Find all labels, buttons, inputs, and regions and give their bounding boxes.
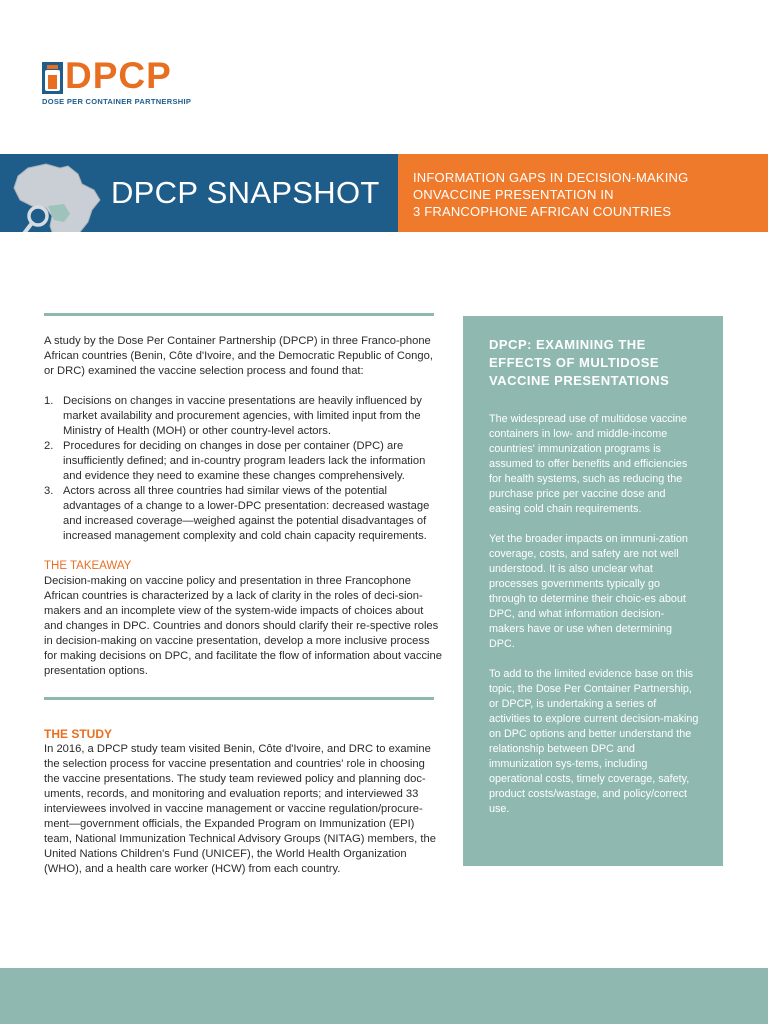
divider-rule (44, 313, 434, 316)
sidebar-paragraph: To add to the limited evidence base on this topic, the Dose Per Container Partnership, or DPCP, is undertaking a series of activities to explore current decision-making on DPC options and better understand the relationship between DPC and immunization sys-tems, including operational costs, timely coverage, safety, product costs/wastage, and policy/correct use. (489, 668, 699, 815)
divider-rule (44, 697, 434, 700)
intro-paragraph: A study by the Dose Per Container Partnership (DPCP) in three Franco-phone African countries (Benin, Côte d'Ivoire, and the Democratic Republic of Congo, or DRC) examined the vaccine selection process and found that: (44, 335, 433, 377)
sidebar-body (489, 412, 699, 832)
vaccine-vial-icon (42, 62, 63, 94)
banner-subtitle-panel (398, 154, 768, 232)
sidebar-paragraph: The widespread use of multidose vaccine containers in low- and middle-income countries' immunization programs is assumed to offer benefits and efficiencies for health systems, such as reducing the purchase price per vaccine dose and easing cold chain requirements. (489, 413, 688, 515)
sidebar-box (463, 316, 723, 866)
list-item: 2. Procedures for deciding on changes in dose per container (DPC) are insufficiently defined; and in-country program leaders lack the information and evidence they need to examine these changes comprehensively. (44, 440, 426, 482)
study-section (44, 727, 442, 877)
study-heading: THE STUDY (44, 727, 113, 741)
list-item: 3. Actors across all three countries had similar views of the potential advantages of a change to a lower-DPC presentation: decreased wastage and increased coverage—weighed against the potential disadvantages of increased management complexity and cold chain capacity requirements. (44, 485, 430, 542)
banner-title-panel (0, 154, 398, 232)
takeaway-paragraph: Decision-making on vaccine policy and presentation in three Francophone African countries is characterized by a lack of clarity in the roles of deci-sion-makers and an incomplete view of the system-wide impacts of choices about and changes in DPC. Countries and donors should clarify their re-spective roles in decision-making on vaccine presentation, develop a more inclusive process for making decisions on DPC, and facilitate the flow of information about vaccine presentation options. (44, 575, 442, 677)
subtitle-line: INFORMATION GAPS IN DECISION-MAKING (413, 170, 689, 185)
summary-section (44, 334, 442, 679)
findings-list (44, 394, 442, 544)
dpcp-logo (42, 55, 202, 106)
subtitle-line: ONVACCINE PRESENTATION IN (413, 187, 614, 202)
title-banner (0, 154, 768, 232)
africa-map-magnifier-icon (8, 160, 108, 232)
takeaway-heading: THE TAKEAWAY (44, 560, 132, 572)
logo-wordmark: DPCP (65, 55, 172, 96)
sidebar-title: DPCP: EXAMINING THE EFFECTS OF MULTIDOSE VACCINE PRESENTATIONS (489, 337, 670, 388)
sidebar-paragraph: Yet the broader impacts on immuni-zation coverage, costs, and safety are not well understood. It is also unclear what processes governments typically go through to determine their choic-es about DPC, and what information decision-makers have or use when determining DPC. (489, 533, 688, 650)
logo-tagline: DOSE PER CONTAINER PARTNERSHIP (42, 97, 192, 106)
snapshot-title: DPCP SNAPSHOT (111, 175, 380, 210)
banner-subtitle (413, 169, 753, 220)
subtitle-line: 3 FRANCOPHONE AFRICAN COUNTRIES (413, 204, 672, 219)
study-paragraph: In 2016, a DPCP study team visited Benin, Côte d'Ivoire, and DRC to examine the selection process for vaccine presentation and countries' role in choosing the vaccine presentations. The study team reviewed policy and planning doc-uments, records, and monitoring and evaluation reports; and interviewed 33 interviewees involved in vaccine management or vaccine regulation/procure-ment—government officials, the Expanded Program on Immunization (EPI) team, National Immunization Technical Advisory Groups (NITAG) members, the United Nations Children's Fund (UNICEF), the World Health Organization (WHO), and a health care worker (HCW) from each country. (44, 743, 436, 875)
list-item: 1. Decisions on changes in vaccine presentations are heavily influenced by market availability and procurement agencies, with limited input from the Ministry of Health (MOH) or other country-level actors. (44, 395, 422, 437)
footer-bar (0, 968, 768, 1024)
